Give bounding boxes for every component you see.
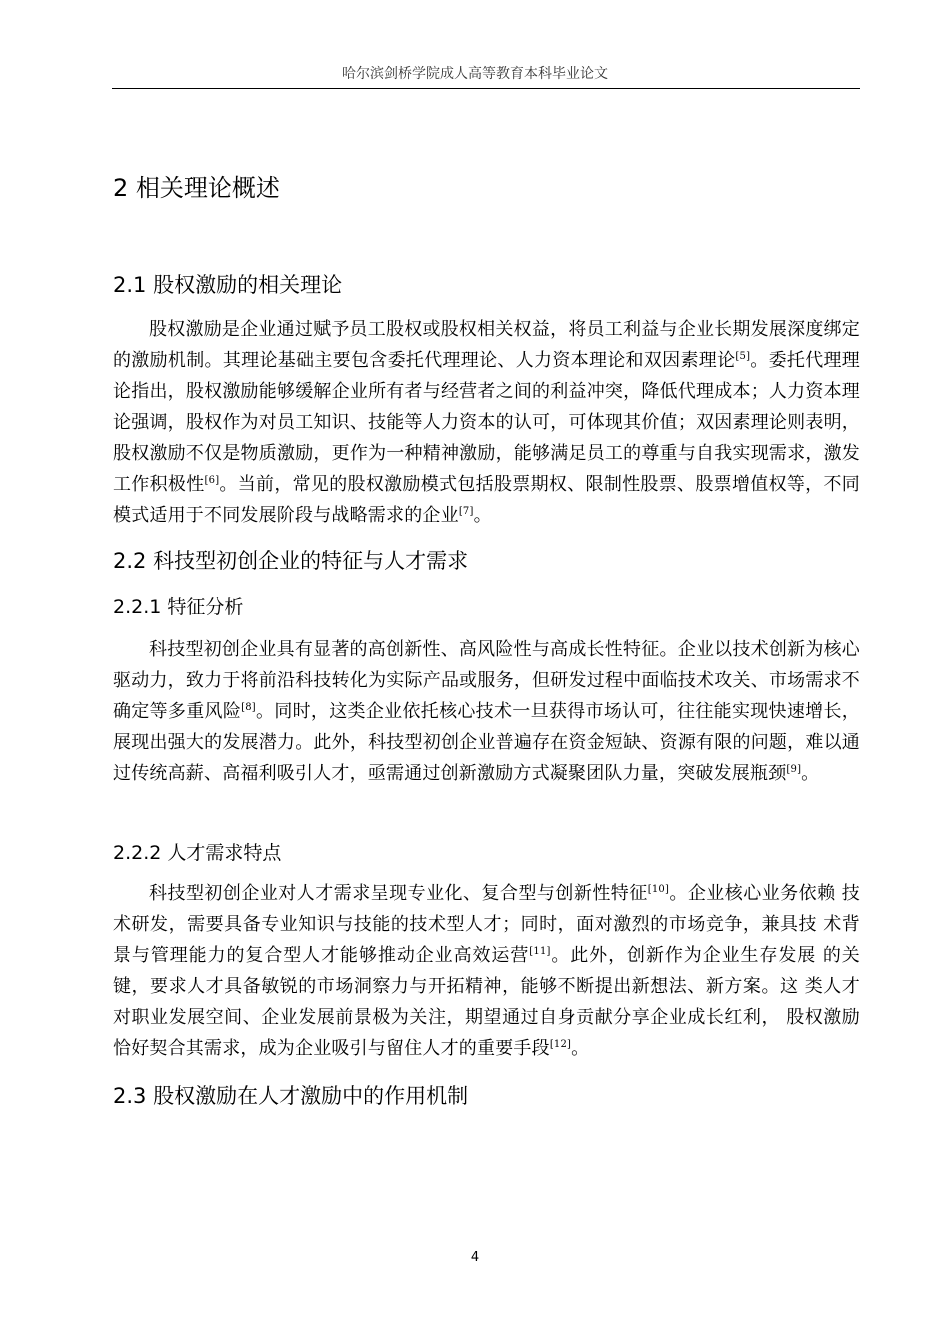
paragraph-text: 。当前，常见的股权激励模式包括股票期权、限制性股票、股票增值权等，不同模式适用于不同发展阶段与战略需求的企业	[113, 474, 860, 526]
paragraph-text: 。	[473, 505, 492, 526]
section-2-2-1-paragraph	[113, 634, 860, 789]
paragraph-text: 。同时，这类企业依托核心技术一旦获得市场认可，往往能实现快速增长，展现出强大的发展潜力。此外，科技型初创企业普遍存在资金短缺、资源有限的问题，难以通过传统高薪、高福利吸引人才，亟需通过创新激励方式凝聚团队力量，突破发展瓶颈	[113, 701, 860, 784]
section-2-2-2-heading: 2.2.2 人才需求特点	[113, 842, 282, 864]
section-2-1-paragraph	[113, 314, 860, 531]
section-2-1-heading: 2.1 股权激励的相关理论	[113, 273, 343, 297]
page-number: 4	[470, 1250, 480, 1265]
paragraph-text: 。	[801, 763, 820, 784]
paragraph-text: 。委托代理理论指出，股权激励能够缓解企业所有者与经营者之间的利益冲突，降低代理成本；人力资本理论强调，股权作为对员工知识、技能等人力资本的认可，可体现其价值；双因素理论则表明，股权激励不仅是物质激励，更作为一种精神激励，能够满足员工的尊重与自我实现需求，激发工作积极性	[113, 350, 861, 495]
citation: [11]	[529, 946, 551, 957]
citation: [10]	[647, 884, 670, 895]
paragraph-text: 科技型初创企业具有显著的高创新性、高风险性与高成长性特征。企业以技术创新为核心驱动力，致力于将前沿科技转化为实际产品或服务，但研发过程中面临技术攻关、市场需求不确定等多重风险	[113, 639, 860, 722]
paragraph-text: 股权激励是企业通过赋予员工股权或股权相关权益，将员工利益与企业长期发展深度绑定的激励机制。其理论基础主要包含委托代理理论、人力资本理论和双因素理论	[113, 319, 860, 371]
chapter-heading: 2 相关理论概述	[113, 174, 280, 202]
paragraph-text: 。企业核心业务依赖 技术研发，需要具备专业知识与技能的技术型人才；同时，面对激烈的市场竞争，兼具技 术背景与管理能力的复合型人才能够推动企业高效运营	[113, 883, 860, 966]
section-2-2-2-paragraph	[113, 878, 860, 1064]
running-header: 哈尔滨剑桥学院成人高等教育本科毕业论文	[342, 66, 608, 82]
citation: [12]	[549, 1039, 572, 1050]
header-rule	[112, 88, 860, 89]
paragraph-text: 。	[571, 1038, 590, 1059]
citation: [5]	[735, 351, 751, 362]
paragraph-text: 。此外，创新作为企业生存发展 的关键，要求人才具备敏锐的市场洞察力与开拓精神，能够不断提出新想法、新方案。这 类人才对职业发展空间、企业发展前景极为关注，期望通过自身贡献分享企业成长红利， 股权激励恰好契合其需求，成为企业吸引与留住人才的重要手段	[113, 945, 860, 1059]
section-2-3-heading: 2.3 股权激励在人才激励中的作用机制	[113, 1084, 469, 1108]
paragraph-text: 科技型初创企业对人才需求呈现专业化、复合型与创新性特征	[149, 883, 648, 904]
citation: [7]	[458, 506, 474, 517]
section-2-2-1-heading: 2.2.1 特征分析	[113, 596, 244, 618]
citation: [8]	[241, 702, 256, 713]
citation: [6]	[204, 475, 220, 486]
section-2-2-heading: 2.2 科技型初创企业的特征与人才需求	[113, 549, 469, 573]
citation: [9]	[786, 764, 802, 775]
